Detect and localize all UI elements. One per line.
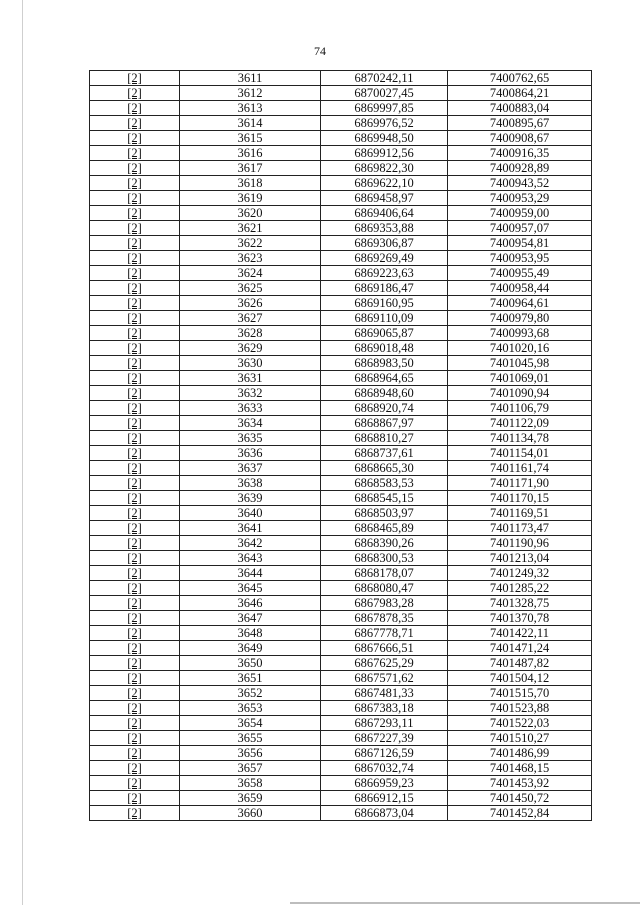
x-coordinate-cell: 6867778,71 bbox=[321, 626, 448, 641]
zone-cell: [2] bbox=[90, 776, 180, 791]
zone-cell: [2] bbox=[90, 581, 180, 596]
y-coordinate-cell: 7401154,01 bbox=[448, 446, 592, 461]
table-row bbox=[90, 311, 592, 326]
point-number-cell: 3655 bbox=[180, 731, 321, 746]
point-number-cell: 3646 bbox=[180, 596, 321, 611]
x-coordinate-cell: 6869406,64 bbox=[321, 206, 448, 221]
table-row bbox=[90, 206, 592, 221]
point-number-cell: 3638 bbox=[180, 476, 321, 491]
y-coordinate-cell: 7401106,79 bbox=[448, 401, 592, 416]
y-coordinate-cell: 7400954,81 bbox=[448, 236, 592, 251]
y-coordinate-cell: 7401249,32 bbox=[448, 566, 592, 581]
x-coordinate-cell: 6868178,07 bbox=[321, 566, 448, 581]
zone-cell: [2] bbox=[90, 716, 180, 731]
zone-cell: [2] bbox=[90, 656, 180, 671]
table-row bbox=[90, 461, 592, 476]
x-coordinate-cell: 6869223,63 bbox=[321, 266, 448, 281]
y-coordinate-cell: 7401453,92 bbox=[448, 776, 592, 791]
x-coordinate-cell: 6867032,74 bbox=[321, 761, 448, 776]
table-row bbox=[90, 131, 592, 146]
table-row bbox=[90, 221, 592, 236]
zone-cell: [2] bbox=[90, 671, 180, 686]
y-coordinate-cell: 7401523,88 bbox=[448, 701, 592, 716]
x-coordinate-cell: 6867481,33 bbox=[321, 686, 448, 701]
zone-cell: [2] bbox=[90, 146, 180, 161]
y-coordinate-cell: 7401486,99 bbox=[448, 746, 592, 761]
table-row bbox=[90, 356, 592, 371]
zone-cell: [2] bbox=[90, 461, 180, 476]
x-coordinate-cell: 6869160,95 bbox=[321, 296, 448, 311]
y-coordinate-cell: 7400959,00 bbox=[448, 206, 592, 221]
table-row bbox=[90, 596, 592, 611]
y-coordinate-cell: 7401020,16 bbox=[448, 341, 592, 356]
x-coordinate-cell: 6869997,85 bbox=[321, 101, 448, 116]
point-number-cell: 3637 bbox=[180, 461, 321, 476]
zone-cell: [2] bbox=[90, 806, 180, 821]
point-number-cell: 3645 bbox=[180, 581, 321, 596]
point-number-cell: 3653 bbox=[180, 701, 321, 716]
y-coordinate-cell: 7400943,52 bbox=[448, 176, 592, 191]
table-row bbox=[90, 521, 592, 536]
y-coordinate-cell: 7401422,11 bbox=[448, 626, 592, 641]
table-row bbox=[90, 731, 592, 746]
zone-cell: [2] bbox=[90, 86, 180, 101]
y-coordinate-cell: 7401504,12 bbox=[448, 671, 592, 686]
x-coordinate-cell: 6870027,45 bbox=[321, 86, 448, 101]
table-row bbox=[90, 701, 592, 716]
y-coordinate-cell: 7400916,35 bbox=[448, 146, 592, 161]
table-row bbox=[90, 611, 592, 626]
zone-cell: [2] bbox=[90, 611, 180, 626]
point-number-cell: 3657 bbox=[180, 761, 321, 776]
y-coordinate-cell: 7401169,51 bbox=[448, 506, 592, 521]
y-coordinate-cell: 7401090,94 bbox=[448, 386, 592, 401]
point-number-cell: 3647 bbox=[180, 611, 321, 626]
zone-cell: [2] bbox=[90, 731, 180, 746]
zone-cell: [2] bbox=[90, 386, 180, 401]
zone-cell: [2] bbox=[90, 686, 180, 701]
x-coordinate-cell: 6868964,65 bbox=[321, 371, 448, 386]
x-coordinate-cell: 6869353,88 bbox=[321, 221, 448, 236]
y-coordinate-cell: 7400955,49 bbox=[448, 266, 592, 281]
point-number-cell: 3634 bbox=[180, 416, 321, 431]
table-row bbox=[90, 506, 592, 521]
zone-cell: [2] bbox=[90, 761, 180, 776]
y-coordinate-cell: 7400762,65 bbox=[448, 71, 592, 86]
point-number-cell: 3630 bbox=[180, 356, 321, 371]
y-coordinate-cell: 7400979,80 bbox=[448, 311, 592, 326]
table-row bbox=[90, 176, 592, 191]
table-row bbox=[90, 431, 592, 446]
scan-edge-bottom bbox=[290, 902, 640, 904]
zone-cell: [2] bbox=[90, 131, 180, 146]
point-number-cell: 3613 bbox=[180, 101, 321, 116]
x-coordinate-cell: 6868737,61 bbox=[321, 446, 448, 461]
table-row bbox=[90, 71, 592, 86]
zone-cell: [2] bbox=[90, 251, 180, 266]
y-coordinate-cell: 7401045,98 bbox=[448, 356, 592, 371]
y-coordinate-cell: 7400864,21 bbox=[448, 86, 592, 101]
y-coordinate-cell: 7400895,67 bbox=[448, 116, 592, 131]
x-coordinate-cell: 6867666,51 bbox=[321, 641, 448, 656]
x-coordinate-cell: 6866873,04 bbox=[321, 806, 448, 821]
table-row bbox=[90, 491, 592, 506]
table-row bbox=[90, 791, 592, 806]
table-row bbox=[90, 716, 592, 731]
y-coordinate-cell: 7400953,95 bbox=[448, 251, 592, 266]
table-row bbox=[90, 326, 592, 341]
point-number-cell: 3631 bbox=[180, 371, 321, 386]
x-coordinate-cell: 6870242,11 bbox=[321, 71, 448, 86]
table-row bbox=[90, 551, 592, 566]
x-coordinate-cell: 6867625,29 bbox=[321, 656, 448, 671]
y-coordinate-cell: 7400908,67 bbox=[448, 131, 592, 146]
x-coordinate-cell: 6869912,56 bbox=[321, 146, 448, 161]
y-coordinate-cell: 7401487,82 bbox=[448, 656, 592, 671]
scan-edge-left bbox=[22, 0, 23, 905]
x-coordinate-cell: 6866912,15 bbox=[321, 791, 448, 806]
zone-cell: [2] bbox=[90, 356, 180, 371]
point-number-cell: 3624 bbox=[180, 266, 321, 281]
point-number-cell: 3628 bbox=[180, 326, 321, 341]
table-row bbox=[90, 296, 592, 311]
page-number: 74 bbox=[314, 44, 326, 58]
x-coordinate-cell: 6868300,53 bbox=[321, 551, 448, 566]
point-number-cell: 3652 bbox=[180, 686, 321, 701]
point-number-cell: 3635 bbox=[180, 431, 321, 446]
point-number-cell: 3617 bbox=[180, 161, 321, 176]
point-number-cell: 3633 bbox=[180, 401, 321, 416]
zone-cell: [2] bbox=[90, 236, 180, 251]
zone-cell: [2] bbox=[90, 791, 180, 806]
point-number-cell: 3616 bbox=[180, 146, 321, 161]
table-row bbox=[90, 581, 592, 596]
x-coordinate-cell: 6867571,62 bbox=[321, 671, 448, 686]
table-row bbox=[90, 86, 592, 101]
point-number-cell: 3626 bbox=[180, 296, 321, 311]
table-row bbox=[90, 806, 592, 821]
y-coordinate-cell: 7401515,70 bbox=[448, 686, 592, 701]
x-coordinate-cell: 6869065,87 bbox=[321, 326, 448, 341]
table-row bbox=[90, 116, 592, 131]
point-number-cell: 3620 bbox=[180, 206, 321, 221]
y-coordinate-cell: 7401122,09 bbox=[448, 416, 592, 431]
point-number-cell: 3623 bbox=[180, 251, 321, 266]
y-coordinate-cell: 7400993,68 bbox=[448, 326, 592, 341]
y-coordinate-cell: 7400957,07 bbox=[448, 221, 592, 236]
x-coordinate-cell: 6869948,50 bbox=[321, 131, 448, 146]
zone-cell: [2] bbox=[90, 401, 180, 416]
zone-cell: [2] bbox=[90, 71, 180, 86]
point-number-cell: 3659 bbox=[180, 791, 321, 806]
zone-cell: [2] bbox=[90, 311, 180, 326]
x-coordinate-cell: 6869822,30 bbox=[321, 161, 448, 176]
zone-cell: [2] bbox=[90, 746, 180, 761]
zone-cell: [2] bbox=[90, 191, 180, 206]
point-number-cell: 3621 bbox=[180, 221, 321, 236]
point-number-cell: 3651 bbox=[180, 671, 321, 686]
point-number-cell: 3643 bbox=[180, 551, 321, 566]
y-coordinate-cell: 7401522,03 bbox=[448, 716, 592, 731]
zone-cell: [2] bbox=[90, 551, 180, 566]
x-coordinate-cell: 6868390,26 bbox=[321, 536, 448, 551]
zone-cell: [2] bbox=[90, 341, 180, 356]
x-coordinate-cell: 6867983,28 bbox=[321, 596, 448, 611]
point-number-cell: 3615 bbox=[180, 131, 321, 146]
x-coordinate-cell: 6868665,30 bbox=[321, 461, 448, 476]
y-coordinate-cell: 7400953,29 bbox=[448, 191, 592, 206]
table-row bbox=[90, 776, 592, 791]
point-number-cell: 3658 bbox=[180, 776, 321, 791]
y-coordinate-cell: 7401452,84 bbox=[448, 806, 592, 821]
y-coordinate-cell: 7400958,44 bbox=[448, 281, 592, 296]
table-row bbox=[90, 101, 592, 116]
table-row bbox=[90, 416, 592, 431]
y-coordinate-cell: 7401134,78 bbox=[448, 431, 592, 446]
x-coordinate-cell: 6869186,47 bbox=[321, 281, 448, 296]
zone-cell: [2] bbox=[90, 596, 180, 611]
zone-cell: [2] bbox=[90, 566, 180, 581]
zone-cell: [2] bbox=[90, 116, 180, 131]
x-coordinate-cell: 6869622,10 bbox=[321, 176, 448, 191]
table-row bbox=[90, 446, 592, 461]
table-body bbox=[90, 71, 592, 821]
zone-cell: [2] bbox=[90, 476, 180, 491]
zone-cell: [2] bbox=[90, 701, 180, 716]
zone-cell: [2] bbox=[90, 326, 180, 341]
table-row bbox=[90, 146, 592, 161]
table-row bbox=[90, 641, 592, 656]
x-coordinate-cell: 6868920,74 bbox=[321, 401, 448, 416]
x-coordinate-cell: 6866959,23 bbox=[321, 776, 448, 791]
point-number-cell: 3650 bbox=[180, 656, 321, 671]
point-number-cell: 3622 bbox=[180, 236, 321, 251]
table-row bbox=[90, 191, 592, 206]
x-coordinate-cell: 6868545,15 bbox=[321, 491, 448, 506]
zone-cell: [2] bbox=[90, 176, 180, 191]
zone-cell: [2] bbox=[90, 281, 180, 296]
table-row bbox=[90, 341, 592, 356]
table-row bbox=[90, 761, 592, 776]
x-coordinate-cell: 6869269,49 bbox=[321, 251, 448, 266]
table-row bbox=[90, 536, 592, 551]
point-number-cell: 3614 bbox=[180, 116, 321, 131]
zone-cell: [2] bbox=[90, 506, 180, 521]
x-coordinate-cell: 6867383,18 bbox=[321, 701, 448, 716]
y-coordinate-cell: 7401213,04 bbox=[448, 551, 592, 566]
zone-cell: [2] bbox=[90, 536, 180, 551]
point-number-cell: 3618 bbox=[180, 176, 321, 191]
y-coordinate-cell: 7401370,78 bbox=[448, 611, 592, 626]
table-row bbox=[90, 746, 592, 761]
x-coordinate-cell: 6867293,11 bbox=[321, 716, 448, 731]
x-coordinate-cell: 6869976,52 bbox=[321, 116, 448, 131]
table-row bbox=[90, 371, 592, 386]
point-number-cell: 3640 bbox=[180, 506, 321, 521]
y-coordinate-cell: 7400964,61 bbox=[448, 296, 592, 311]
point-number-cell: 3639 bbox=[180, 491, 321, 506]
table-row bbox=[90, 401, 592, 416]
x-coordinate-cell: 6869110,09 bbox=[321, 311, 448, 326]
y-coordinate-cell: 7401170,15 bbox=[448, 491, 592, 506]
zone-cell: [2] bbox=[90, 431, 180, 446]
zone-cell: [2] bbox=[90, 521, 180, 536]
zone-cell: [2] bbox=[90, 266, 180, 281]
point-number-cell: 3627 bbox=[180, 311, 321, 326]
zone-cell: [2] bbox=[90, 371, 180, 386]
x-coordinate-cell: 6868948,60 bbox=[321, 386, 448, 401]
zone-cell: [2] bbox=[90, 101, 180, 116]
x-coordinate-cell: 6869306,87 bbox=[321, 236, 448, 251]
y-coordinate-cell: 7400928,89 bbox=[448, 161, 592, 176]
table-row bbox=[90, 251, 592, 266]
x-coordinate-cell: 6868867,97 bbox=[321, 416, 448, 431]
y-coordinate-cell: 7401173,47 bbox=[448, 521, 592, 536]
y-coordinate-cell: 7401161,74 bbox=[448, 461, 592, 476]
table-row bbox=[90, 671, 592, 686]
point-number-cell: 3654 bbox=[180, 716, 321, 731]
zone-cell: [2] bbox=[90, 491, 180, 506]
table-row bbox=[90, 266, 592, 281]
zone-cell: [2] bbox=[90, 416, 180, 431]
point-number-cell: 3629 bbox=[180, 341, 321, 356]
point-number-cell: 3649 bbox=[180, 641, 321, 656]
point-number-cell: 3636 bbox=[180, 446, 321, 461]
point-number-cell: 3632 bbox=[180, 386, 321, 401]
point-number-cell: 3656 bbox=[180, 746, 321, 761]
zone-cell: [2] bbox=[90, 626, 180, 641]
table-row bbox=[90, 686, 592, 701]
point-number-cell: 3619 bbox=[180, 191, 321, 206]
x-coordinate-cell: 6869458,97 bbox=[321, 191, 448, 206]
y-coordinate-cell: 7400883,04 bbox=[448, 101, 592, 116]
point-number-cell: 3611 bbox=[180, 71, 321, 86]
y-coordinate-cell: 7401510,27 bbox=[448, 731, 592, 746]
y-coordinate-cell: 7401190,96 bbox=[448, 536, 592, 551]
y-coordinate-cell: 7401450,72 bbox=[448, 791, 592, 806]
table-row bbox=[90, 626, 592, 641]
zone-cell: [2] bbox=[90, 446, 180, 461]
x-coordinate-cell: 6867126,59 bbox=[321, 746, 448, 761]
table-row bbox=[90, 281, 592, 296]
y-coordinate-cell: 7401285,22 bbox=[448, 581, 592, 596]
x-coordinate-cell: 6868583,53 bbox=[321, 476, 448, 491]
table-row bbox=[90, 386, 592, 401]
table-row bbox=[90, 161, 592, 176]
point-number-cell: 3644 bbox=[180, 566, 321, 581]
zone-cell: [2] bbox=[90, 296, 180, 311]
y-coordinate-cell: 7401328,75 bbox=[448, 596, 592, 611]
coordinates-table bbox=[89, 70, 592, 821]
y-coordinate-cell: 7401471,24 bbox=[448, 641, 592, 656]
point-number-cell: 3642 bbox=[180, 536, 321, 551]
point-number-cell: 3625 bbox=[180, 281, 321, 296]
point-number-cell: 3641 bbox=[180, 521, 321, 536]
y-coordinate-cell: 7401171,90 bbox=[448, 476, 592, 491]
x-coordinate-cell: 6868080,47 bbox=[321, 581, 448, 596]
x-coordinate-cell: 6869018,48 bbox=[321, 341, 448, 356]
zone-cell: [2] bbox=[90, 206, 180, 221]
point-number-cell: 3660 bbox=[180, 806, 321, 821]
table-row bbox=[90, 236, 592, 251]
y-coordinate-cell: 7401069,01 bbox=[448, 371, 592, 386]
y-coordinate-cell: 7401468,15 bbox=[448, 761, 592, 776]
point-number-cell: 3648 bbox=[180, 626, 321, 641]
zone-cell: [2] bbox=[90, 161, 180, 176]
x-coordinate-cell: 6868503,97 bbox=[321, 506, 448, 521]
x-coordinate-cell: 6867227,39 bbox=[321, 731, 448, 746]
point-number-cell: 3612 bbox=[180, 86, 321, 101]
x-coordinate-cell: 6868810,27 bbox=[321, 431, 448, 446]
x-coordinate-cell: 6868983,50 bbox=[321, 356, 448, 371]
table-row bbox=[90, 566, 592, 581]
x-coordinate-cell: 6868465,89 bbox=[321, 521, 448, 536]
zone-cell: [2] bbox=[90, 641, 180, 656]
x-coordinate-cell: 6867878,35 bbox=[321, 611, 448, 626]
zone-cell: [2] bbox=[90, 221, 180, 236]
table-row bbox=[90, 476, 592, 491]
table-row bbox=[90, 656, 592, 671]
